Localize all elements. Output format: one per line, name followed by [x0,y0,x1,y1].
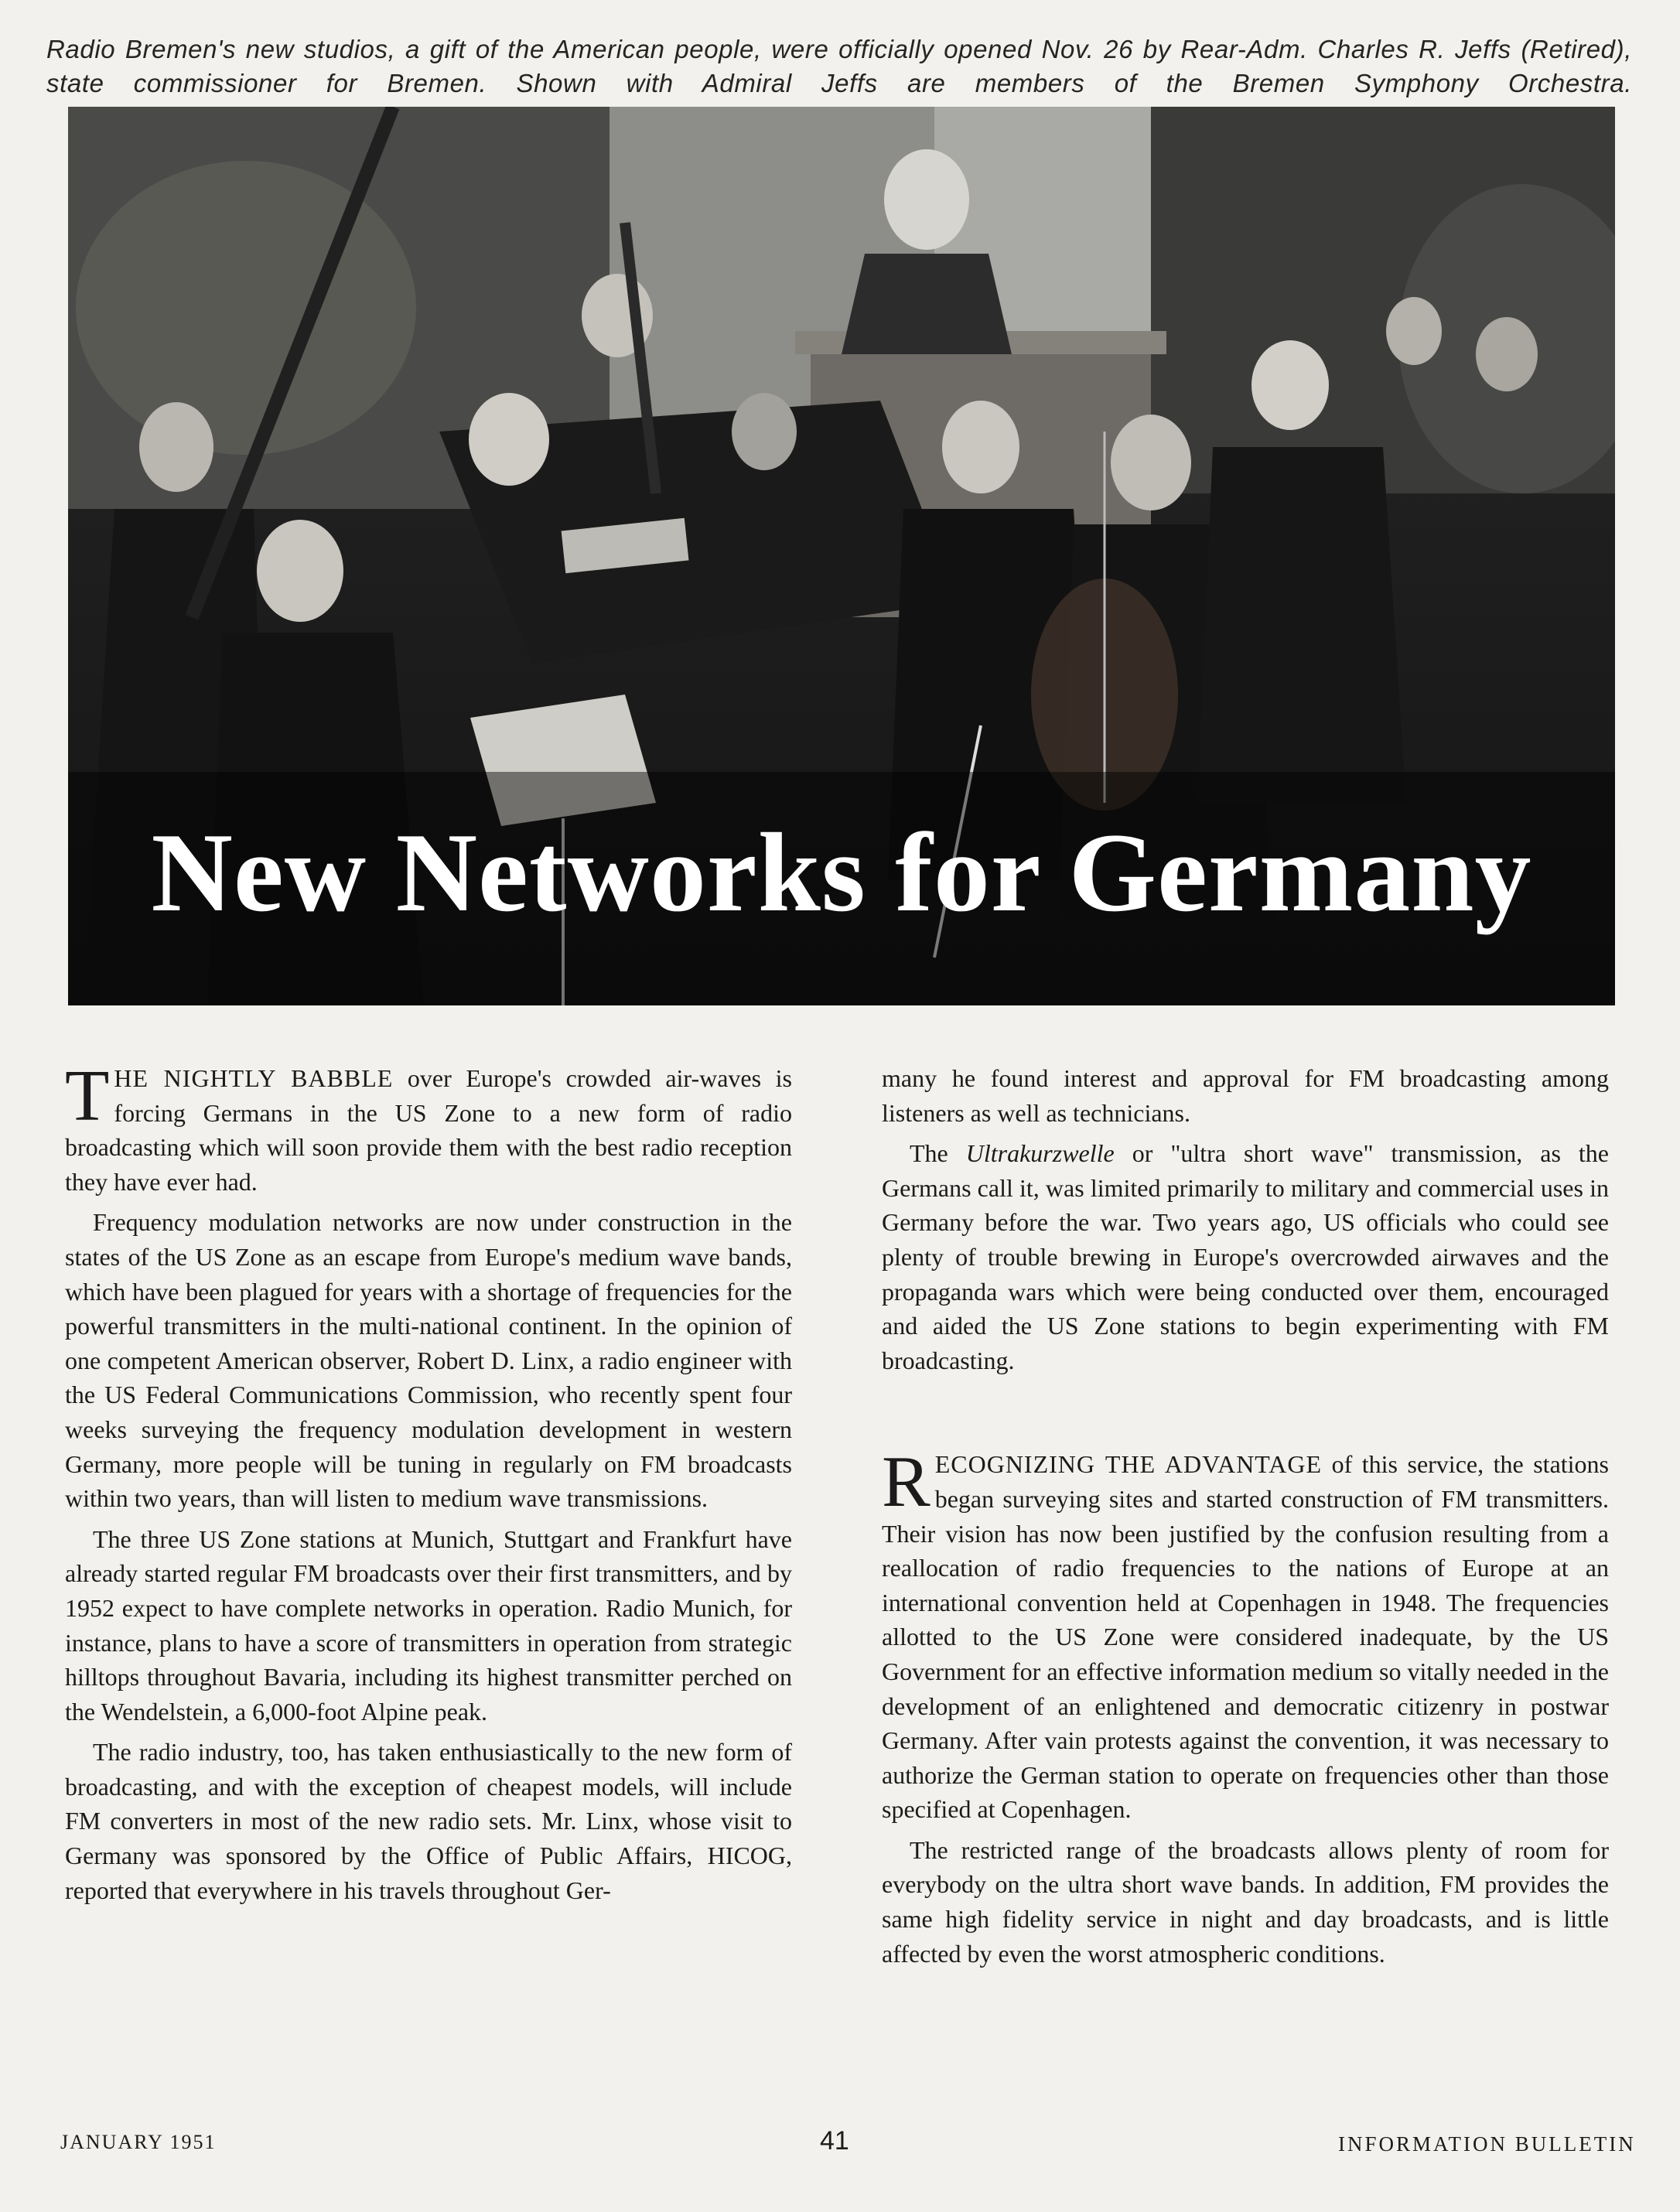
paragraph-text: of this service, the stations began surveying sites and started construction of FM transmitters. Their vision has now been justified by the confusion resulting from a reallocation of radio frequencies to the nations of Europe at an international convention held at Copenhagen in 1948. The frequencies allotted to the US Zone were considered inadequate, by the US Government for an effective information medium so vitally needed in the development of an enlightened and democratic citizenry in postwar Germany. After vain protests against the convention, it was necessary to authorize the German station to operate on frequencies other than those specified at Copenhagen. [882,1450,1610,1824]
right-column [882,1061,1609,1977]
dropcap: T [65,1056,110,1136]
page-footer [0,2126,1680,2169]
paragraph: The restricted range of the broadcasts allows plenty of room for everybody on the ultra short wave bands. In addition, FM provides the same high fidelity service in night and day broadcasts, and is little affected by even the worst atmospheric conditions. [882,1835,1609,1968]
paragraph-text: The [910,1139,966,1168]
left-column [65,1056,792,1913]
orchestra-photo [68,107,1615,1005]
section-break [882,1384,1609,1447]
paragraph: The radio industry, too, has taken enthusiastically to the new form of broadcasting, and with the exception of cheapest models, will include FM converters in most of the new radio sets. Mr. Linx, whose visit to Germany was sponsored by the Office of Public Affairs, HICOG, reported that everywhere in his travels throughout Ger- [65,1738,792,1904]
paragraph-text: over Europe's crowded air-waves is forcing Germans in the US Zone to a new form of radio broadcasting which will soon provide them with the best radio reception they have ever had. [65,1064,792,1196]
paragraph-intro [65,1056,792,1199]
footer-date: JANUARY 1951 [60,2131,217,2153]
paragraph-text: or "ultra short wave" transmission, as the Germans call it, was limited primarily to military and commercial uses in Germany before the war. Two years ago, US officials who could see plenty of trouble brewing in Europe's overcrowded airwaves and the propaganda wars which were being conducted over them, encouraged and aided the US Zone stations to begin experimenting with FM broadcasting. [882,1139,1610,1374]
paragraph [882,1136,1609,1377]
paragraph-section [882,1442,1610,1827]
lead-in: HE NIGHTLY BABBLE [114,1064,394,1092]
page-number: 41 [820,2126,849,2156]
emphasis: Ultrakurzwelle [965,1139,1115,1168]
lead-in: ECOGNIZING THE ADVANTAGE [934,1450,1323,1479]
photo-caption: Radio Bremen's new studios, a gift of the American people, were officially opened Nov. 26 by Rear-Adm. Charles R. Jeffs (Retired), state commissioner for Bremen. Shown with Admiral Jeffs are members of the Bremen Symphony Orchestra. [46,35,1632,97]
footer-publication: INFORMATION BULLETIN [1338,2132,1636,2156]
article-headline: New Networks for Germany [151,810,1532,935]
paragraph: Frequency modulation networks are now under construction in the states of the US Zone as an escape from Europe's medium wave bands, which have been plagued for years with a shortage of frequencies for the powerful transmitters in the multi-national continent. In the opinion of one competent American observer, Robert D. Linx, a radio engineer with the US Federal Communications Commission, who recently spent four weeks surveying the frequency modulation development in western Germany, more people will be tuning in regularly on FM broadcasts within two years, than will listen to medium wave transmissions. [65,1208,792,1513]
paragraph: many he found interest and approval for FM broadcasting among listeners as well as technicians. [882,1064,1609,1127]
dropcap: R [882,1442,930,1523]
paragraph: The three US Zone stations at Munich, Stuttgart and Frankfurt have already started regular FM broadcasts over their first transmitters, and by 1952 expect to have complete networks in operation. Radio Munich, for instance, plans to have a score of transmitters in operation from strategic hilltops throughout Bavaria, including its highest transmitter perched on the Wendelstein, a 6,000-foot Alpine peak. [65,1524,792,1726]
